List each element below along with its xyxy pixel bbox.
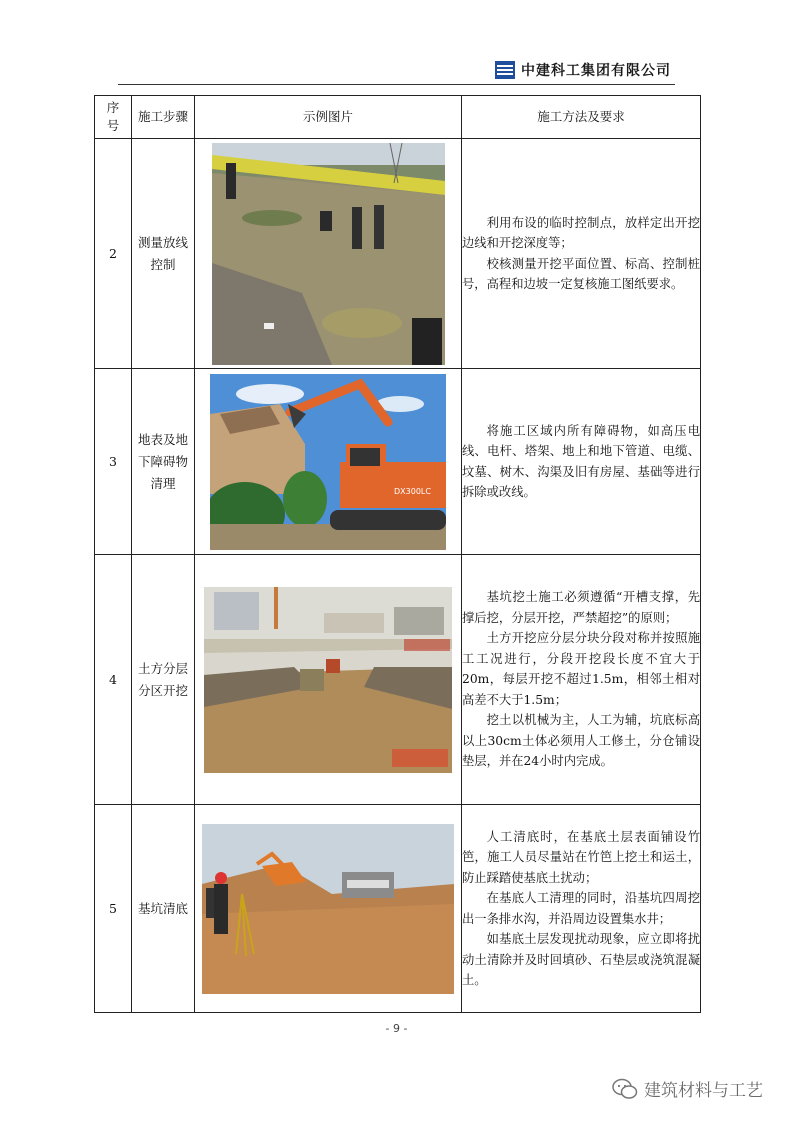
wechat-icon [612, 1078, 638, 1100]
table-row [95, 139, 701, 369]
layered-excavation-photo [204, 587, 452, 773]
page-number: - 9 - [385, 1022, 408, 1035]
method-line: 如基底土层发现扰动现象，应立即将扰动土清除并及时回填砂、石垫层或浇筑混凝土。 [462, 932, 700, 987]
row-number: 5 [95, 805, 132, 1013]
construction-steps-table [94, 95, 701, 1013]
table-row [95, 369, 701, 555]
row-number: 4 [95, 555, 132, 805]
method-line: 挖土以机械为主，人工为辅，坑底标高以上30cm土体必须用人工修土，分仓铺设垫层，并在24小时内完成。 [462, 713, 700, 769]
survey-photo [212, 143, 445, 365]
header-company [495, 60, 671, 80]
row-number: 3 [95, 369, 132, 555]
watermark-text: 建筑材料与工艺 [644, 1081, 763, 1101]
demolition-excavator-photo [210, 374, 446, 550]
method-line: 校核测量开挖平面位置、标高、控制桩号，高程和边坡一定复核施工图纸要求。 [462, 256, 700, 291]
method-line: 在基底人工清理的同时，沿基坑四周挖出一条排水沟，并沿周边设置集水井； [462, 891, 700, 926]
method-line: 土方开挖应分层分块分段对称并按照施工工况进行，分段开挖段长度不宜大于20m，每层开挖不超过1.5m，相邻土相对高差不大于1.5m； [462, 631, 700, 707]
method-line: 基坑挖土施工必须遵循“开槽支撑，先撑后挖，分层开挖，严禁超挖”的原则； [462, 590, 700, 625]
header-method: 施工方法及要求 [462, 96, 701, 139]
row-step: 土方分层分区开挖 [132, 555, 195, 805]
watermark [612, 1076, 763, 1101]
method-line: 利用布设的临时控制点，放样定出开挖边线和开挖深度等； [462, 215, 700, 250]
header-no: 序号 [95, 96, 132, 139]
row-number: 2 [95, 139, 132, 369]
row-step: 测量放线控制 [132, 139, 195, 369]
pit-cleaning-photo [202, 824, 454, 994]
row-step: 基坑清底 [132, 805, 195, 1013]
header-image: 示例图片 [195, 96, 462, 139]
method-line: 将施工区域内所有障碍物，如高压电线、电杆、塔架、地上和地下管道、电缆、坟墓、树木、沟渠及旧有房屋、基础等进行拆除或改线。 [462, 423, 700, 499]
row-step: 地表及地下障碍物清理 [132, 369, 195, 555]
table-header-row [95, 96, 701, 139]
header-step: 施工步骤 [132, 96, 195, 139]
method-line: 人工清底时，在基底土层表面铺设竹笆，施工人员尽量站在竹笆上挖土和运土，防止踩踏使基底土扰动； [462, 829, 700, 885]
table-row [95, 555, 701, 805]
company-name: 中建科工集团有限公司 [521, 63, 671, 79]
table-row [95, 805, 701, 1013]
company-logo-icon [495, 61, 515, 79]
excavator-model-text: DX300LC [394, 486, 431, 496]
header-rule [118, 84, 675, 85]
